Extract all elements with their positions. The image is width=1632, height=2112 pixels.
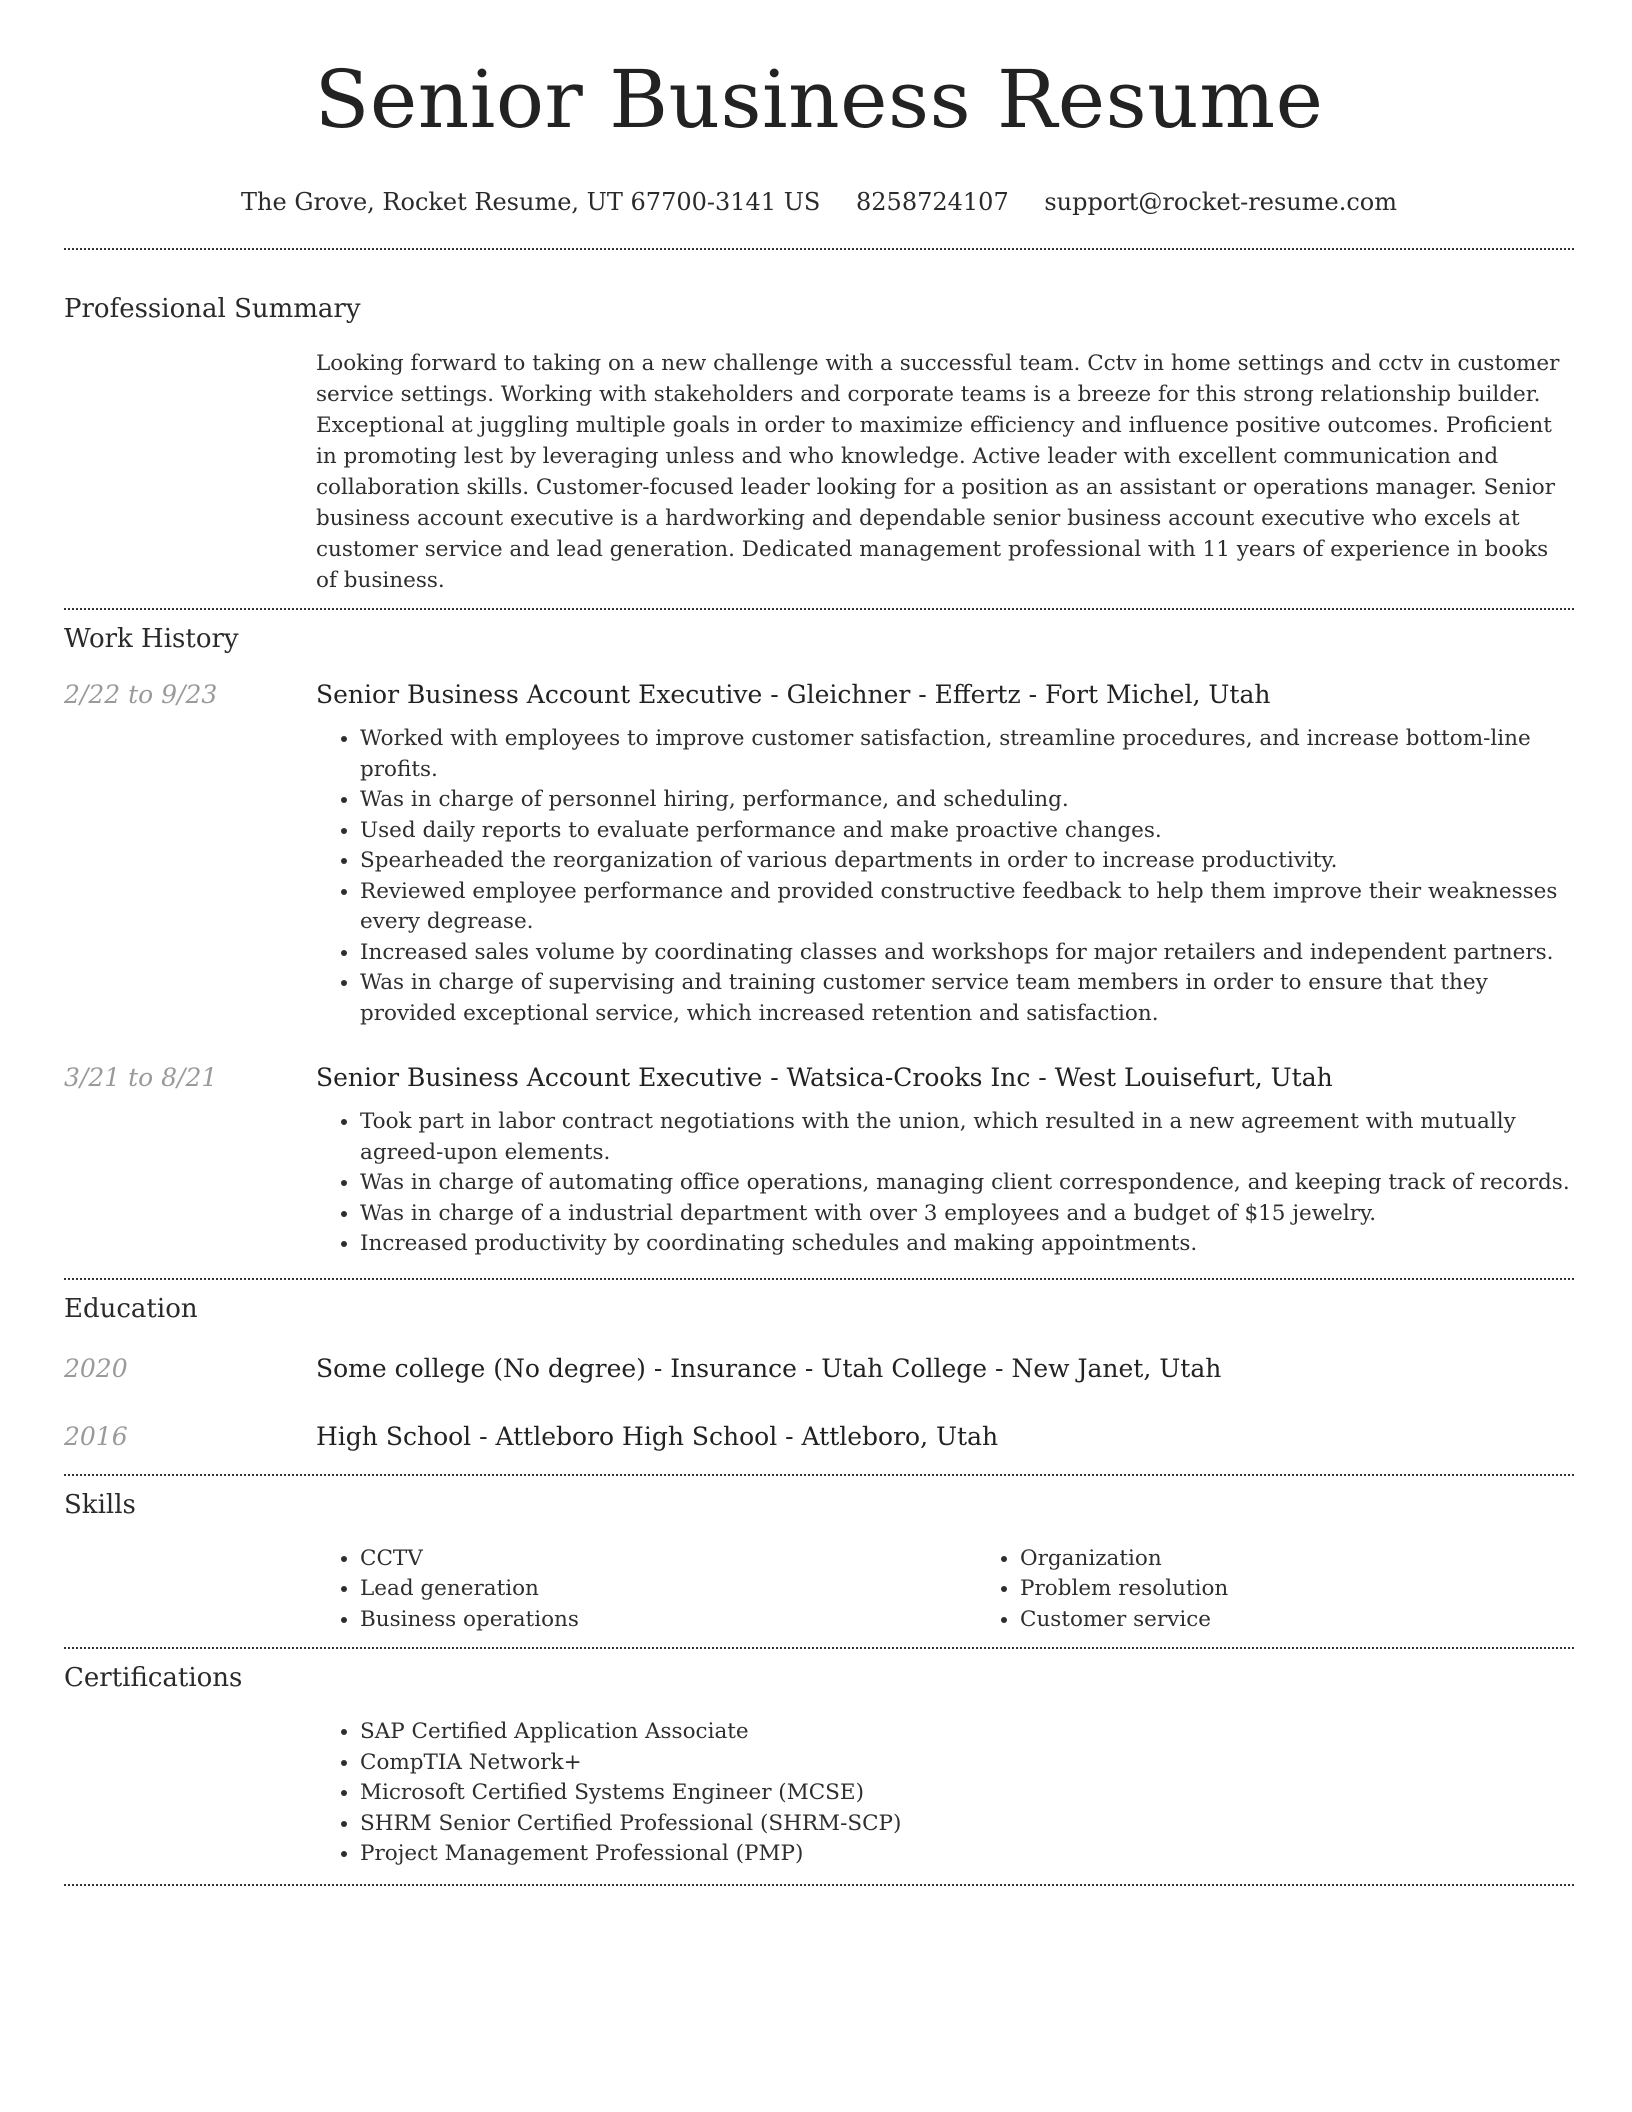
list-item: • Worked with employees to improve customer satisfaction, streamline procedures, and increase bottom-line profits. [360, 724, 1574, 785]
job-dates: 3/21 to 8/21 [64, 1063, 218, 1092]
skills-grid [316, 1544, 1632, 1636]
education-year: 2016 [64, 1421, 128, 1451]
list-item: • Was in charge of personnel hiring, performance, and scheduling. [360, 785, 1574, 816]
skills-section [64, 1476, 1574, 1636]
job-heading: Senior Business Account Executive - Gleichner - Effertz - Fort Michel, Utah [316, 680, 1271, 709]
job-spacer [64, 724, 316, 1029]
contact-email: support@rocket-resume.com [1044, 188, 1397, 216]
job-entry [64, 1063, 1574, 1260]
list-item: • Used daily reports to evaluate performance and make proactive changes. [360, 816, 1574, 847]
list-item: • Business operations [360, 1605, 976, 1636]
list-item: • Increased sales volume by coordinating classes and workshops for major retailers and independent partners. [360, 938, 1574, 969]
contact-line [64, 188, 1574, 216]
list-item: • Project Management Professional (PMP) [360, 1839, 1574, 1870]
work-section [64, 610, 1574, 1260]
job-entry [64, 680, 1574, 1029]
contact-address: The Grove, Rocket Resume, UT 67700-3141 US [241, 188, 821, 216]
list-item: • SHRM Senior Certified Professional (SHRM-SCP) [360, 1809, 1574, 1840]
list-item: • Spearheaded the reorganization of various departments in order to increase productivity. [360, 846, 1574, 877]
divider [64, 1884, 1574, 1886]
resume-name: Senior Business Resume [314, 53, 1324, 146]
certifications-list [316, 1717, 1574, 1870]
list-item: • SAP Certified Application Associate [360, 1717, 1574, 1748]
education-text: Some college (No degree) - Insurance - Utah College - New Janet, Utah [316, 1353, 1222, 1383]
list-item: • Customer service [1020, 1605, 1632, 1636]
job-spacer [64, 1107, 316, 1260]
education-item [64, 1354, 1574, 1384]
contact-phone: 8258724107 [856, 188, 1009, 216]
skills-spacer [64, 1544, 316, 1636]
list-item: • Was in charge of a industrial department with over 3 employees and a budget of $15 jewelry. [360, 1199, 1574, 1230]
job-dates: 2/22 to 9/23 [64, 680, 218, 709]
section-title-education: Education [64, 1293, 198, 1324]
section-title-work: Work History [64, 624, 239, 654]
section-title-summary: Professional Summary [64, 294, 361, 324]
education-year: 2020 [64, 1353, 128, 1383]
list-item: • Problem resolution [1020, 1574, 1632, 1605]
list-item: • Microsoft Certified Systems Engineer (MCSE) [360, 1778, 1574, 1809]
job-bullets [316, 1107, 1574, 1260]
job-bullets [316, 724, 1574, 1029]
list-item: • Took part in labor contract negotiations with the union, which resulted in a new agreement with mutually agreed-upon elements. [360, 1107, 1574, 1168]
summary-text: Looking forward to taking on a new challenge with a successful team. Cctv in home settings and cctv in customer service settings. Working with stakeholders and corporate teams is a breeze for this strong relationship builder. Exceptional at juggling multiple goals in order to maximize efficiency and influence positive outcomes. Proficient in promoting lest by leveraging unless and who knowledge. Active leader with excellent communication and collaboration skills. Customer-focused leader looking for a position as an assistant or operations manager. Senior business account executive is a hardworking and dependable senior business account executive who excels at customer service and lead generation. Dedicated management professional with 11 years of experience in books of business. [316, 351, 1560, 593]
job-heading: Senior Business Account Executive - Watsica-Crooks Inc - West Louisefurt, Utah [316, 1063, 1333, 1092]
certifications-spacer [64, 1717, 316, 1870]
list-item: • Lead generation [360, 1574, 976, 1605]
skills-list-left [316, 1544, 976, 1636]
list-item: • Reviewed employee performance and provided constructive feedback to help them improve their weaknesses every degrease. [360, 877, 1574, 938]
list-item: • Increased productivity by coordinating schedules and making appointments. [360, 1229, 1574, 1260]
list-item: • CCTV [360, 1544, 976, 1575]
list-item: • Was in charge of supervising and training customer service team members in order to ensure that they provided exceptional service, which increased retention and satisfaction. [360, 968, 1574, 1029]
education-text: High School - Attleboro High School - Attleboro, Utah [316, 1421, 999, 1451]
education-section [64, 1280, 1574, 1452]
resume-page [64, 0, 1574, 1886]
list-item: • Was in charge of automating office operations, managing client correspondence, and keeping track of records. [360, 1168, 1574, 1199]
list-item: • Organization [1020, 1544, 1632, 1575]
section-title-skills: Skills [64, 1489, 136, 1520]
summary-spacer [64, 348, 316, 596]
section-title-certifications: Certifications [64, 1663, 243, 1693]
skills-list-right [976, 1544, 1632, 1636]
summary-section [64, 250, 1574, 596]
list-item: • CompTIA Network+ [360, 1748, 1574, 1779]
certifications-section [64, 1649, 1574, 1870]
education-item [64, 1422, 1574, 1452]
